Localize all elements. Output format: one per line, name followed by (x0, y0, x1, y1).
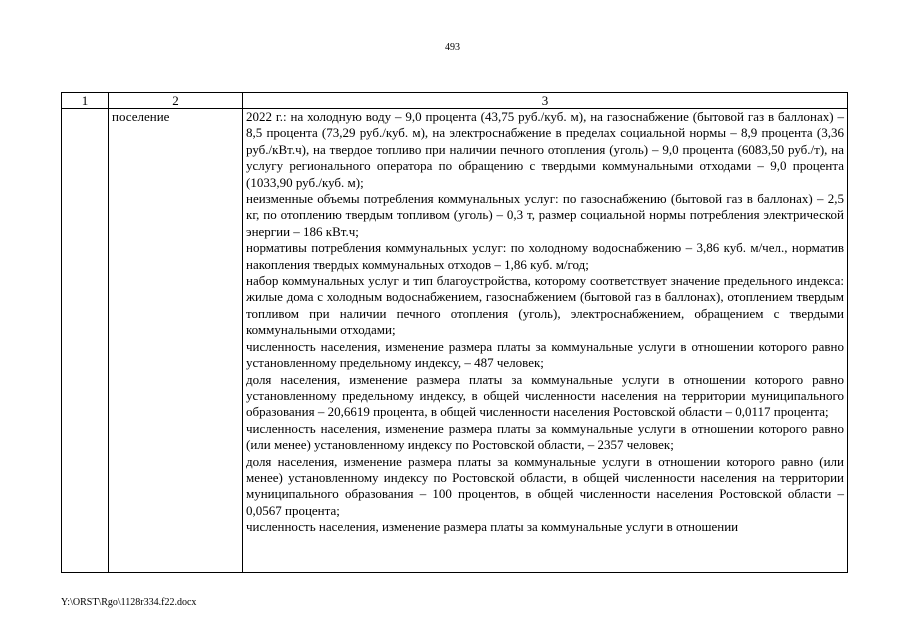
column-header-2: 2 (109, 93, 243, 109)
page-number: 493 (445, 42, 460, 53)
paragraph: набор коммунальных услуг и тип благоустройства, которому соответствует значение предельного индекса: жилые дома с холодным водоснабжением, газоснабжением (бытовой газ в баллонах), отоплением твердым топливом при наличии печного отопления (уголь), электроснабжением, обращением с твердыми коммунальными отходами; (246, 273, 844, 338)
table-row (62, 109, 848, 573)
paragraph: нормативы потребления коммунальных услуг: по холодному водоснабжению – 3,86 куб. м/чел., норматив накопления твердых коммунальных отходов – 1,86 куб. м/год; (246, 240, 844, 272)
table-header-row (62, 93, 848, 109)
footer-file-path: Y:\ORST\Rgo\1128r334.f22.docx (61, 597, 197, 608)
paragraph: численность населения, изменение размера платы за коммунальные услуги в отношении (246, 519, 739, 535)
column-header-1: 1 (62, 93, 109, 109)
cell-col1 (62, 109, 109, 573)
paragraph: численность населения, изменение размера платы за коммунальные услуги в отношении которого равно установленному предельному индексу, – 487 человек; (246, 338, 844, 371)
paragraph: численность населения, изменение размера платы за коммунальные услуги в отношении которого равно (или менее) установленному индексу по Ростовской области, – 2357 человек; (246, 420, 844, 453)
paragraph: 2022 г.: на холодную воду – 9,0 процента (43,75 руб./куб. м), на газоснабжение (бытовой газ в баллонах) – 8,5 процента (73,29 руб./куб. м), на электроснабжение в пределах социальной нормы – 8,9 процента (3,36 руб./кВт.ч), на твердое топливо при наличии печного отопления (уголь) – 9,0 процента (6083,50 руб./т), на услугу регионального оператора по обращению с твердыми коммунальными отходами – 9,0 процента (1033,90 руб./куб. м); (246, 109, 844, 190)
paragraph: доля населения, изменение размера платы за коммунальные услуги в отношении которого равно (или менее) установленному индексу по Ростовской области, в общей численности населения на территории муниципального образования – 100 процентов, в общей численности населения Ростовской области – 0,0567 процента; (246, 453, 844, 518)
column-header-3: 3 (243, 93, 848, 109)
paragraph: неизменные объемы потребления коммунальных услуг: по газоснабжению (бытовой газ в баллонах) – 2,5 кг, по отоплению твердым топливом (уголь) – 0,3 т, размер социальной нормы потребления электрической энергии – 186 кВт.ч; (246, 191, 844, 239)
cell-description (243, 109, 848, 573)
data-table (61, 92, 848, 573)
cell-settlement-type: поселение (109, 109, 243, 573)
paragraph: доля населения, изменение размера платы за коммунальные услуги в отношении которого равно установленному предельному индексу, в общей численности населения на территории муниципального образования – 20,6619 процента, в общей численности населения Ростовской области – 0,0117 процента; (246, 371, 844, 420)
